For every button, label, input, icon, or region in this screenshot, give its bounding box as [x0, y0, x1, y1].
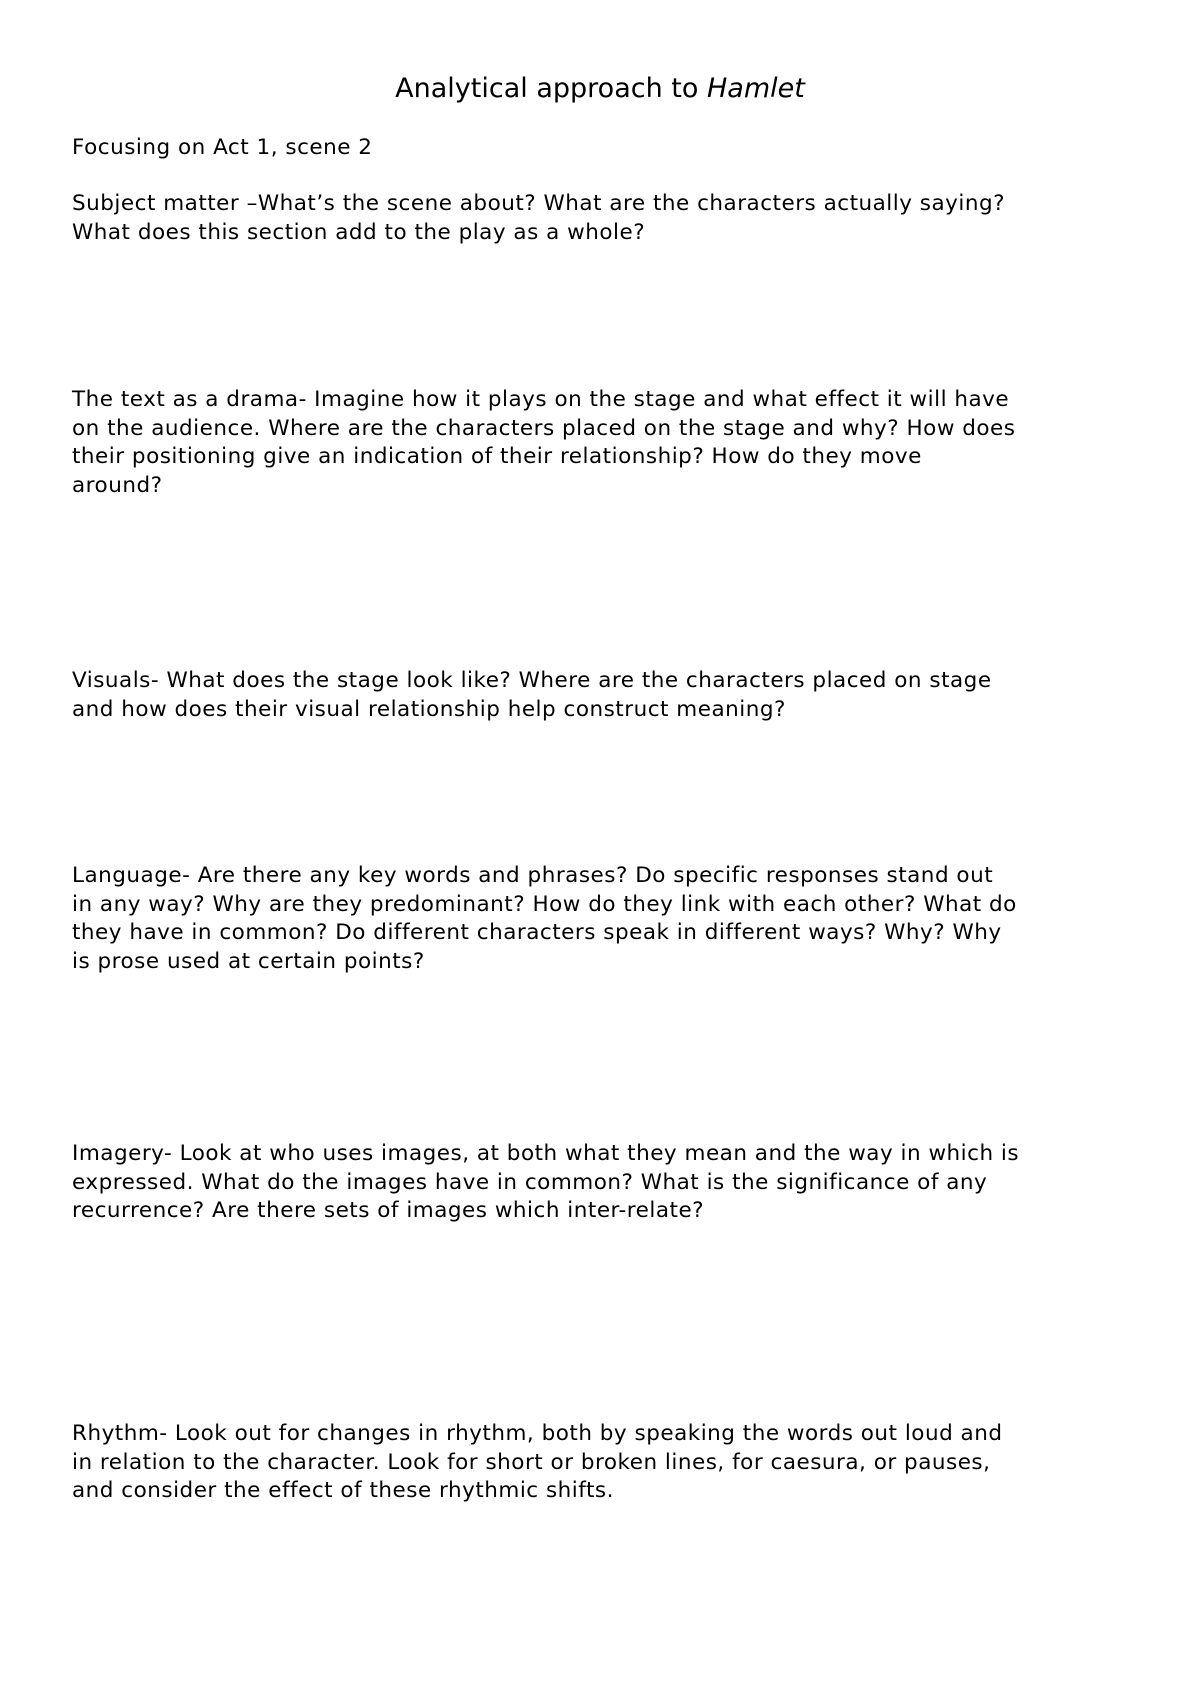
section-text-as-drama — [72, 386, 1142, 500]
title-play-name: Hamlet — [706, 73, 805, 104]
section-line: The text as a drama- Imagine how it plays on the stage and what effect it will have — [72, 387, 1010, 412]
section-line: their positioning give an indication of their relationship? How do they move — [72, 444, 922, 469]
section-line: Imagery- Look at who uses images, at both what they mean and the way in which is — [72, 1141, 1020, 1166]
page-title — [0, 72, 1200, 106]
section-line: and consider the effect of these rhythmic shifts. — [72, 1478, 614, 1503]
section-imagery — [72, 1140, 1142, 1226]
section-language — [72, 862, 1142, 976]
section-line: Subject matter –What’s the scene about? What are the characters actually saying? — [72, 191, 1006, 216]
section-line: What does this section add to the play as a whole? — [72, 219, 646, 245]
title-text: Analytical approach to — [395, 73, 707, 104]
section-line: on the audience. Where are the characters placed on the stage and why? How does — [72, 415, 1016, 441]
section-rhythm — [72, 1420, 1142, 1506]
section-line: recurrence? Are there sets of images which inter-relate? — [72, 1198, 705, 1223]
section-line: Visuals- What does the stage look like? Where are the characters placed on stage — [72, 668, 992, 693]
section-line: in relation to the character. Look for short or broken lines, for caesura, or pauses, — [72, 1449, 991, 1475]
section-line: Rhythm- Look out for changes in rhythm, both by speaking the words out loud and — [72, 1421, 1003, 1446]
section-subject-matter — [72, 190, 1142, 247]
section-visuals — [72, 667, 1142, 724]
section-line: they have in common? Do different characters speak in different ways? Why? Why — [72, 920, 1002, 945]
focus-text: Focusing on Act 1, scene 2 — [72, 135, 373, 160]
focus-line — [72, 134, 1142, 163]
section-line: in any way? Why are they predominant? How do they link with each other? What do — [72, 891, 1017, 917]
section-line: and how does their visual relationship help construct meaning? — [72, 696, 786, 722]
section-line: expressed. What do the images have in common? What is the significance of any — [72, 1169, 988, 1195]
section-line: is prose used at certain points? — [72, 948, 425, 974]
section-line: around? — [72, 472, 163, 498]
section-line: Language- Are there any key words and phrases? Do specific responses stand out — [72, 863, 994, 888]
